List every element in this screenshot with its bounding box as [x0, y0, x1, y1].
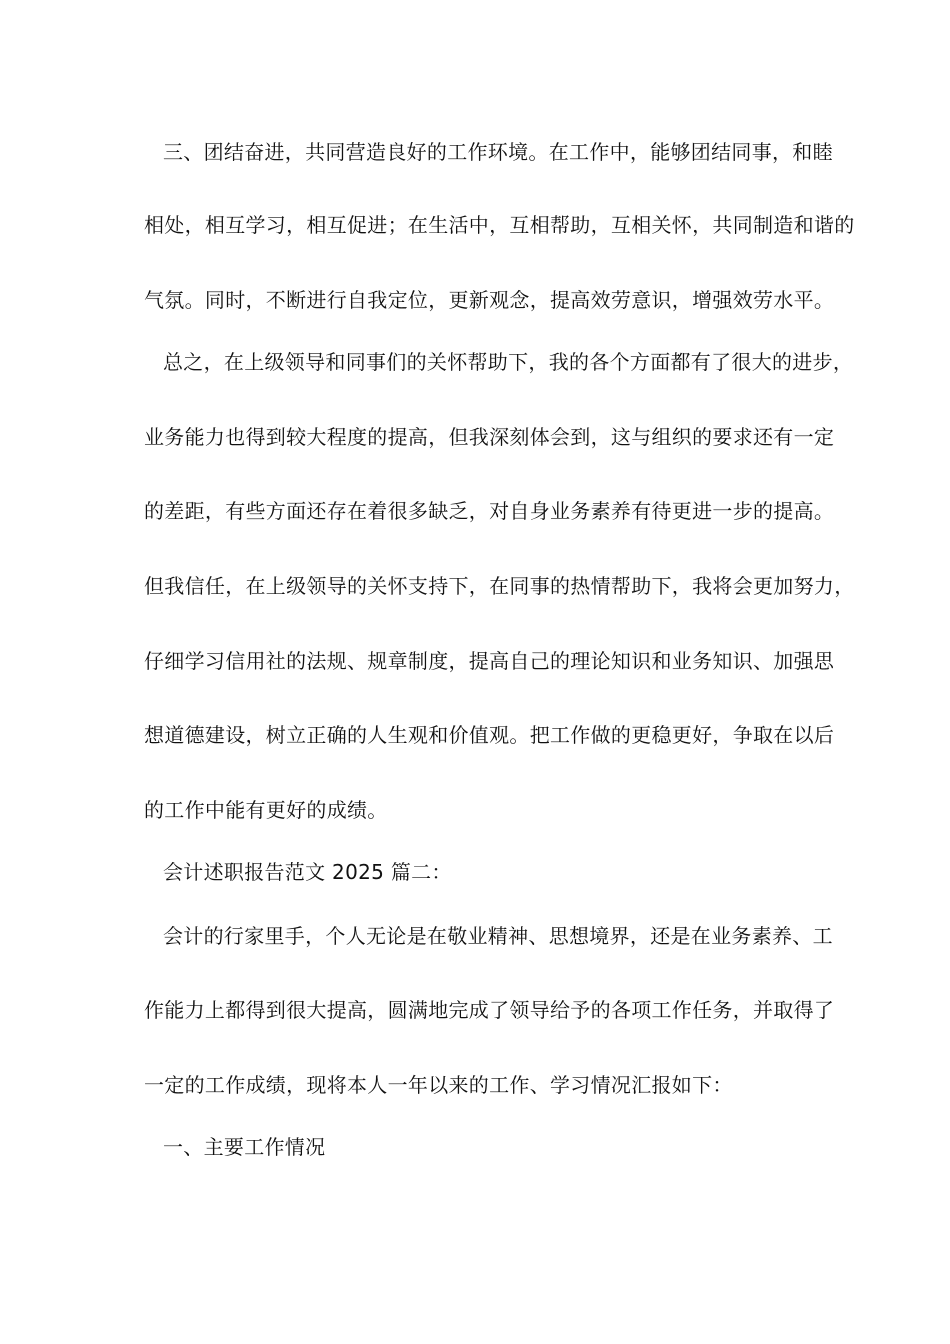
- paragraph-line: 三、团结奋进，共同营造良好的工作环境。在工作中，能够团结同事，和睦: [163, 140, 833, 164]
- section-heading: 一、主要工作情况: [163, 1135, 326, 1159]
- paragraph-line: 一定的工作成绩，现将本人一年以来的工作、学习情况汇报如下：: [144, 1073, 733, 1097]
- paragraph-line: 总之，在上级领导和同事们的关怀帮助下，我的各个方面都有了很大的进步，: [163, 350, 854, 374]
- paragraph-line: 作能力上都得到很大提高，圆满地完成了领导给予的各项工作任务，并取得了: [144, 998, 835, 1022]
- paragraph-line: 仔细学习信用社的法规、规章制度，提高自己的理论知识和业务知识、加强思: [144, 649, 835, 673]
- paragraph-line: 的差距，有些方面还存在着很多缺乏，对自身业务素养有待更进一步的提高。: [144, 499, 835, 523]
- paragraph-line: 的工作中能有更好的成绩。: [144, 798, 388, 822]
- paragraph-line: 会计的行家里手，个人无论是在敬业精神、思想境界，还是在业务素养、工: [163, 924, 833, 948]
- paragraph-line: 业务能力也得到较大程度的提高，但我深刻体会到，这与组织的要求还有一定: [144, 425, 835, 449]
- section-heading: 会计述职报告范文 2025 篇二：: [163, 860, 452, 884]
- paragraph-line: 相处，相互学习，相互促进；在生活中，互相帮助，互相关怀，共同制造和谐的: [144, 213, 855, 237]
- paragraph-line: 但我信任，在上级领导的关怀支持下，在同事的热情帮助下，我将会更加努力，: [144, 574, 855, 598]
- paragraph-line: 想道德建设，树立正确的人生观和价值观。把工作做的更稳更好，争取在以后: [144, 723, 835, 747]
- paragraph-line: 气氛。同时，不断进行自我定位，更新观念，提高效劳意识，增强效劳水平。: [144, 288, 835, 312]
